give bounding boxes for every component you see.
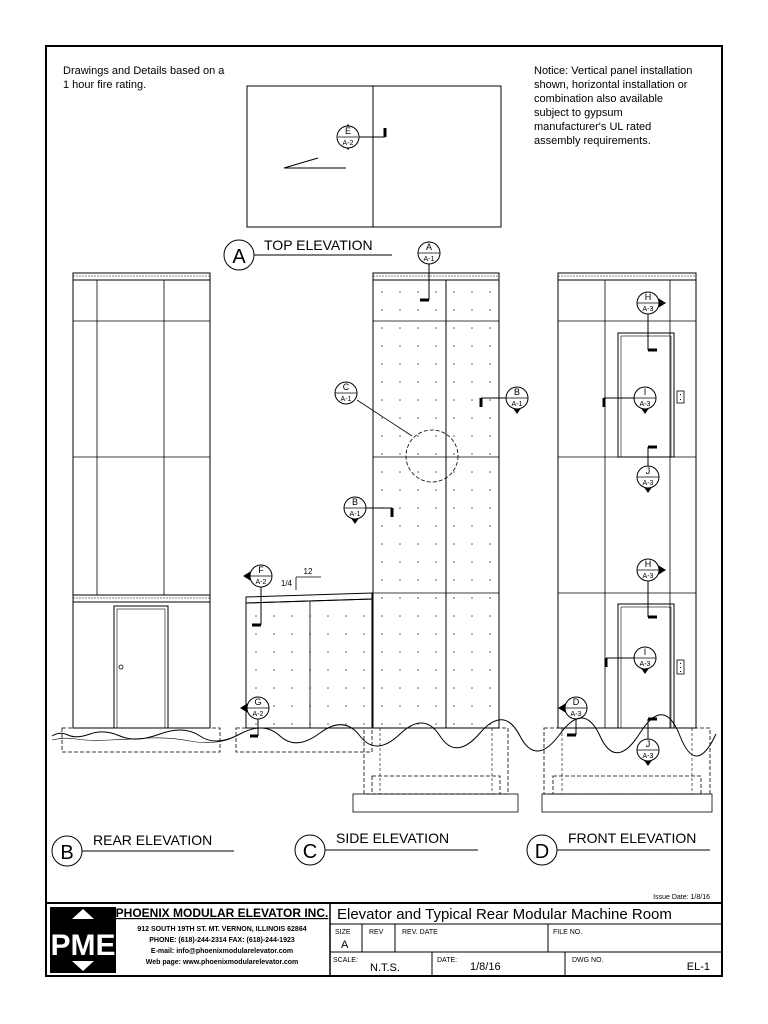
company-name: PHOENIX MODULAR ELEVATOR INC. (115, 906, 329, 920)
callout-f-sheet: A-2 (255, 579, 267, 586)
drawing-title: Elevator and Typical Rear Modular Machine Room (337, 906, 672, 923)
callout-a-letter: A (425, 242, 433, 252)
side-elevation-title: SIDE ELEVATION (336, 830, 450, 846)
file-no-label: FILE NO. (553, 929, 583, 936)
issue-date: Issue Date: 1/8/16 (653, 894, 710, 901)
callout-e-sheet: A-2 (342, 140, 354, 147)
rev-date-label: REV. DATE (402, 929, 438, 936)
callout-h2-sheet: A-3 (642, 573, 654, 580)
size-value: A (341, 939, 349, 951)
front-elevation-label (527, 830, 710, 865)
callout-b1-sheet: A-1 (511, 401, 523, 408)
date-value: 1/8/16 (470, 961, 501, 973)
side-elevation-letter: C (302, 841, 318, 863)
callout-g-sheet: A-2 (252, 711, 264, 718)
panel-notice: Notice: Vertical panel installation shown, horizontal installation or combination also available subject to gypsum manufacturer's UL rated assembly requirements. (534, 65, 693, 147)
callout-d (558, 697, 587, 735)
rear-elevation-structure (62, 273, 220, 752)
top-elevation-label (224, 237, 392, 270)
fire-rating-note: Drawings and Details based on a 1 hour fire rating. (63, 65, 225, 91)
callout-i1-letter: I (643, 387, 647, 397)
front-elevation-structure (542, 273, 712, 812)
callout-j1-letter: J (645, 466, 651, 476)
date-label: DATE: (437, 957, 458, 964)
top-elevation-title: TOP ELEVATION (264, 237, 373, 253)
scale-label: SCALE: (333, 957, 358, 964)
callout-i2 (606, 647, 656, 674)
callout-d-letter: D (572, 697, 580, 707)
side-elevation-label (295, 830, 478, 865)
rear-elevation-title: REAR ELEVATION (93, 832, 213, 848)
company-phone: PHONE: (618)-244-2314 FAX: (618)-244-1923 (149, 937, 295, 944)
callout-i1-sheet: A-3 (639, 401, 651, 408)
callout-c-sheet: A-1 (340, 396, 352, 403)
callout-g (240, 697, 269, 736)
callout-d-sheet: A-3 (570, 711, 582, 718)
company-email: E-mail: info@phoenixmodularelevator.com (150, 948, 294, 955)
callout-h1-sheet: A-3 (642, 306, 654, 313)
callout-j2-sheet: A-3 (642, 753, 654, 760)
dwg-no-label: DWG NO. (572, 957, 604, 964)
top-elevation-plan (247, 86, 501, 227)
callout-i1 (604, 387, 656, 414)
callout-j2-letter: J (645, 739, 651, 749)
callout-j2 (637, 719, 659, 766)
side-elevation-shaft (353, 273, 521, 812)
rear-elevation-letter: B (60, 842, 74, 864)
dwg-no-value: EL-1 (686, 961, 710, 973)
size-label: SIZE (335, 929, 351, 936)
callout-i2-letter: I (643, 647, 647, 657)
callout-g-letter: G (254, 697, 262, 707)
company-web: Web page: www.phoenixmodularelevator.com (145, 959, 299, 966)
company-address: 912 SOUTH 19TH ST. MT. VERNON, ILLINOIS 62864 (137, 926, 307, 933)
callout-e-letter: E (344, 126, 352, 136)
logo-text: PME (50, 929, 116, 962)
front-elevation-title: FRONT ELEVATION (568, 830, 697, 846)
front-elevation-letter: D (534, 841, 550, 863)
rear-elevation-label (52, 832, 234, 866)
slope-rise: 1/4 (280, 579, 292, 588)
callout-j1-sheet: A-3 (642, 480, 654, 487)
top-elevation-letter: A (232, 246, 246, 268)
callout-h2 (637, 559, 666, 617)
callout-e (337, 124, 385, 150)
company-logo (50, 907, 116, 973)
scale-value: N.T.S. (370, 962, 400, 974)
callout-j1 (637, 447, 659, 493)
rev-label: REV (369, 929, 384, 936)
callout-b2-sheet: A-1 (349, 511, 361, 518)
callout-h2-letter: H (644, 559, 652, 569)
callout-f-letter: F (258, 565, 264, 575)
callout-c-letter: C (342, 382, 350, 392)
callout-h1-letter: H (644, 292, 652, 302)
callout-i2-sheet: A-3 (639, 661, 651, 668)
callout-b2-letter: B (351, 497, 359, 507)
slope-run: 12 (303, 567, 313, 576)
callout-b1-letter: B (513, 387, 521, 397)
callout-a-sheet: A-1 (423, 256, 435, 263)
roof-slope-indicator (281, 567, 321, 590)
callout-c (335, 382, 357, 404)
